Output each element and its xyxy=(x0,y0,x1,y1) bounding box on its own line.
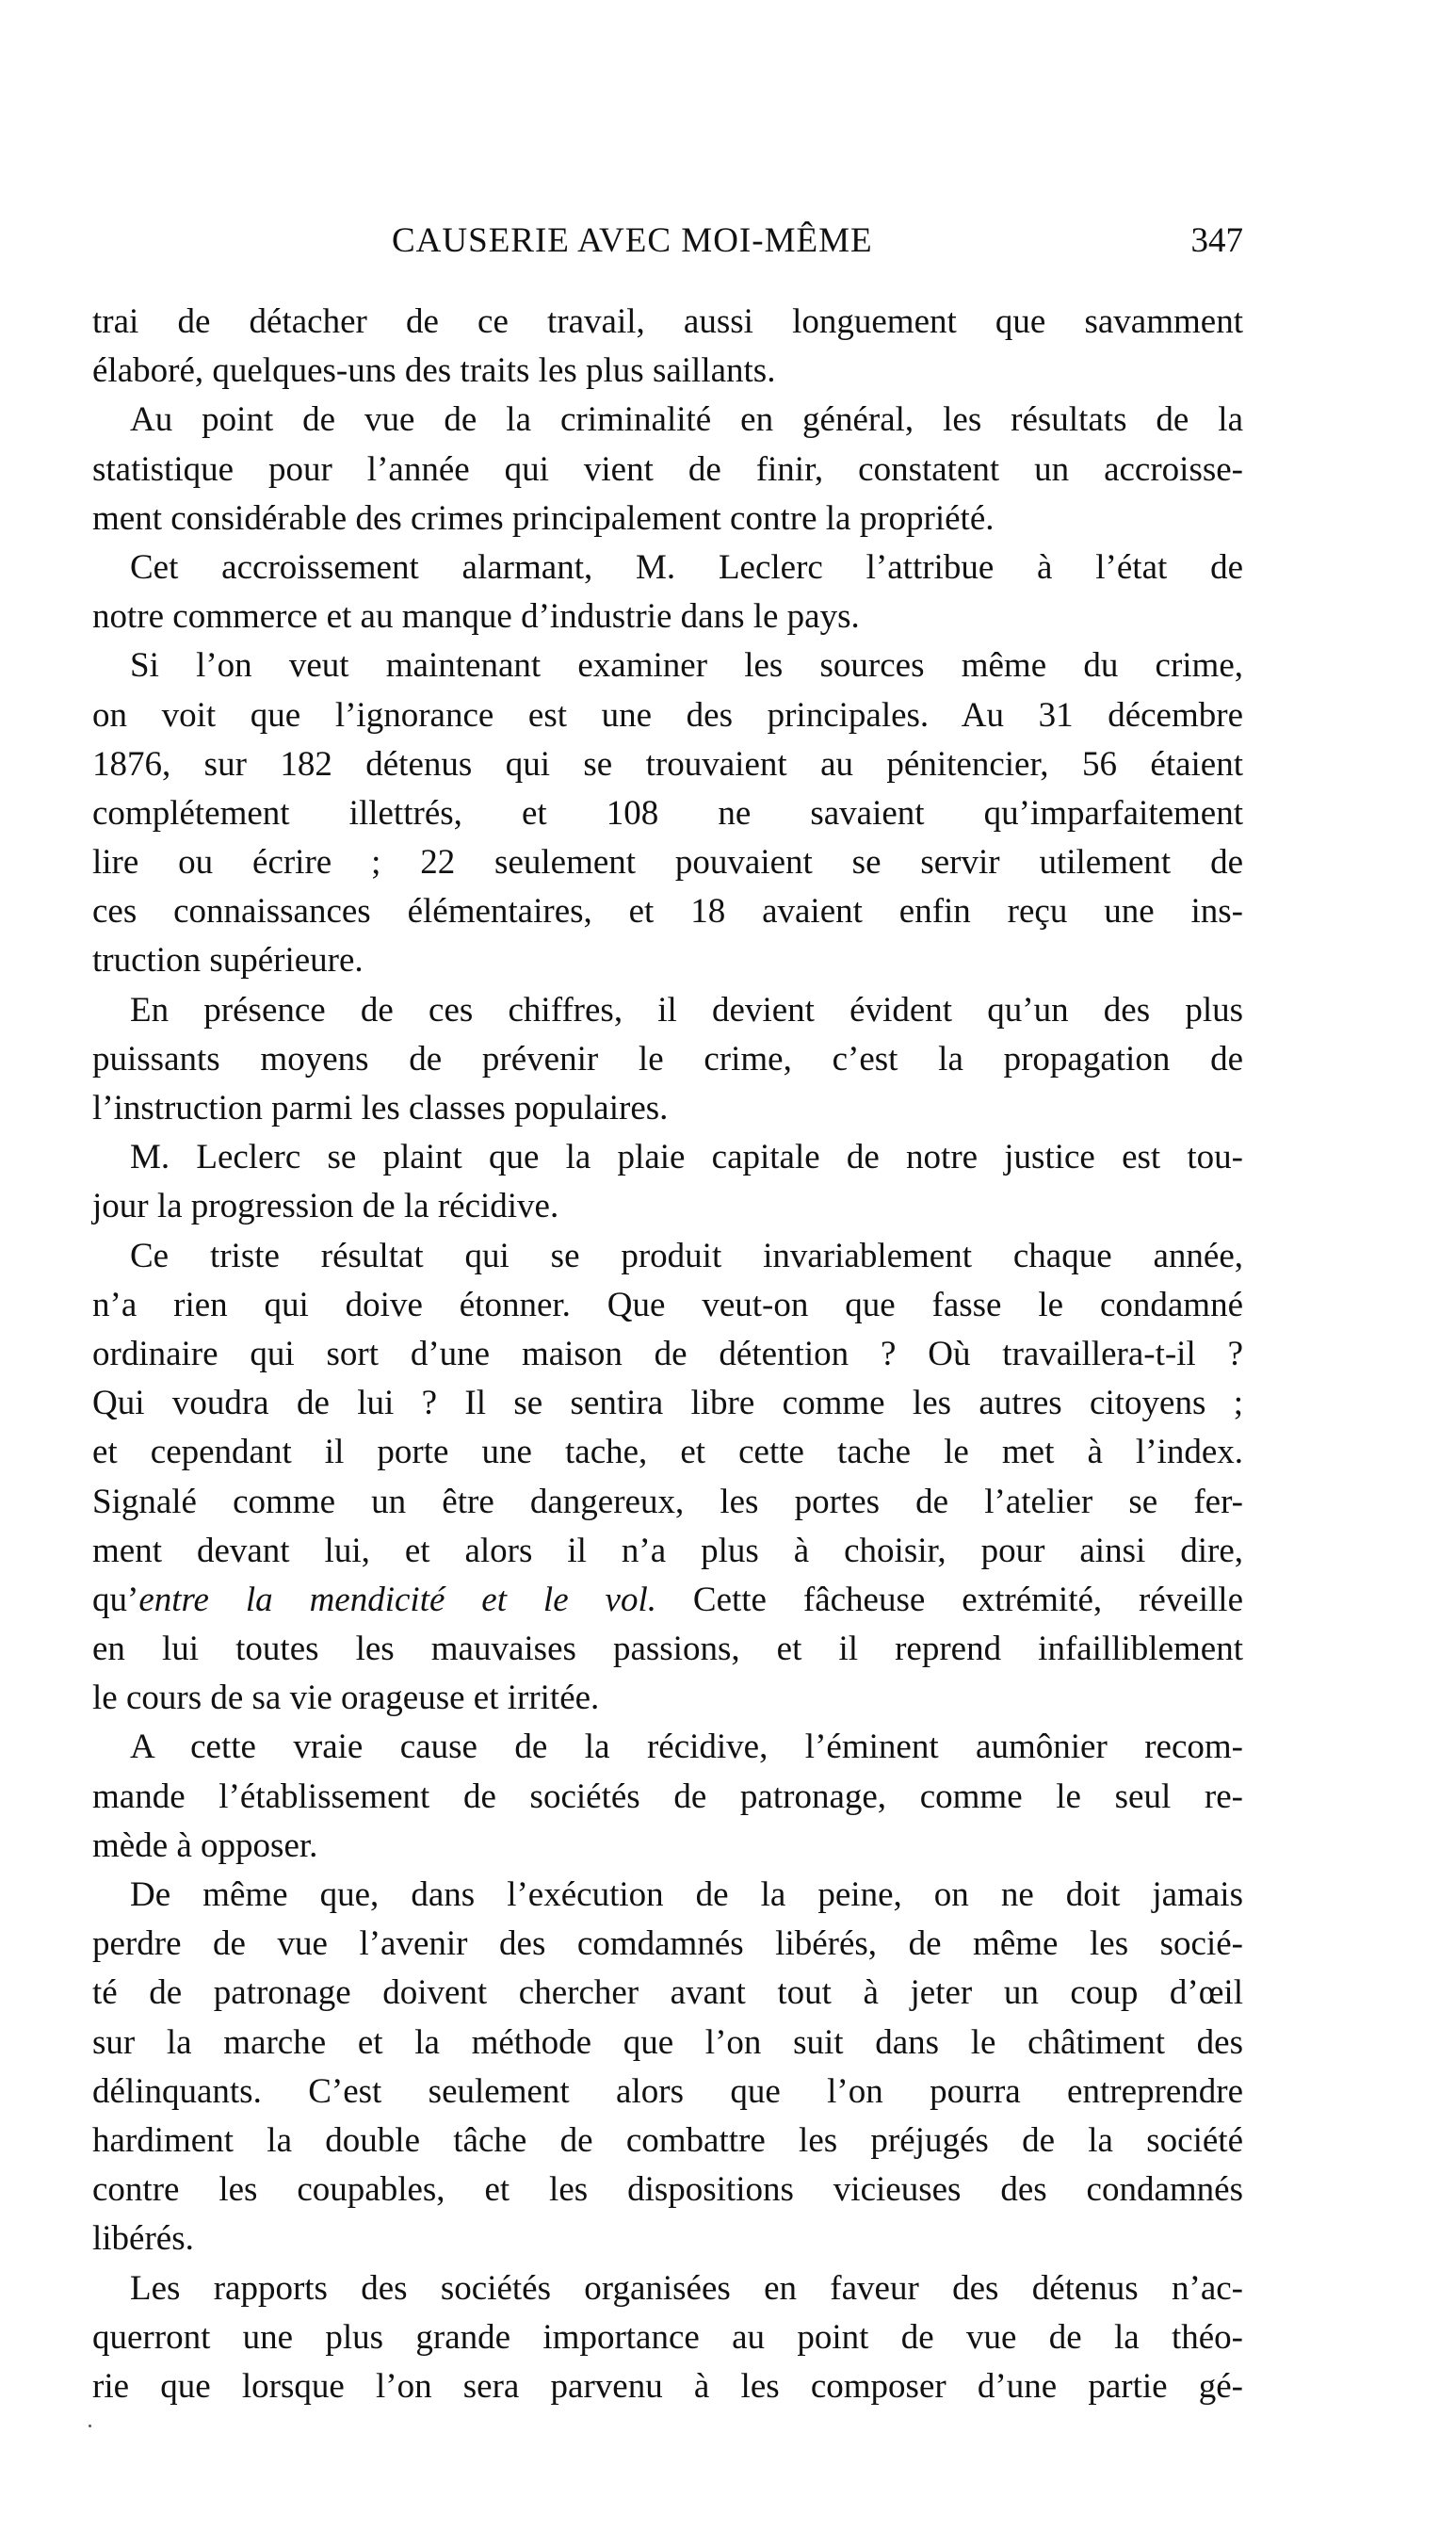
text-line: Signalé comme un être dangereux, les portes de l’atelier se fer- xyxy=(92,1482,1243,1521)
text-line: ment devant lui, et alors il n’a plus à choisir, pour ainsi dire, xyxy=(92,1531,1243,1570)
text-line: Qui voudra de lui ? Il se sentira libre comme les autres citoyens ; xyxy=(92,1384,1243,1423)
text-run: qu’ xyxy=(92,1580,139,1619)
text-line: ment considérable des crimes principalement contre la propriété. xyxy=(92,498,995,538)
text-line: contre les coupables, et les dispositions vicieuses des condamnés xyxy=(92,2170,1243,2210)
paragraph-first-line: Au point de vue de la criminalité en général, les résultats de la xyxy=(130,400,1243,440)
paragraph-first-line: Les rapports des sociétés organisées en faveur des détenus n’ac- xyxy=(130,2268,1243,2308)
text-line: délinquants. C’est seulement alors que l’on pourra entreprendre xyxy=(92,2071,1243,2111)
text-line: ces connaissances élémentaires, et 18 avaient enfin reçu une ins- xyxy=(92,892,1243,932)
text-line: mède à opposer. xyxy=(92,1825,318,1865)
print-speck xyxy=(89,2425,91,2427)
italic-phrase: entre la mendicité et le vol. xyxy=(138,1580,656,1619)
paragraph-first-line: Si l’on veut maintenant examiner les sources même du crime, xyxy=(130,646,1243,686)
text-line: sur la marche et la méthode que l’on suit dans le châtiment des xyxy=(92,2022,1243,2062)
paragraph-first-line: Ce triste résultat qui se produit invariablement chaque année, xyxy=(130,1236,1243,1275)
paragraph-first-line: Cet accroissement alarmant, M. Leclerc l’attribue à l’état de xyxy=(130,547,1243,587)
text-line: notre commerce et au manque d’industrie dans le pays. xyxy=(92,597,860,637)
paragraph-first-line: M. Leclerc se plaint que la plaie capitale de notre justice est tou- xyxy=(130,1138,1243,1177)
text-line: le cours de sa vie orageuse et irritée. xyxy=(92,1679,600,1718)
text-line: hardiment la double tâche de combattre les préjugés de la société xyxy=(92,2120,1243,2160)
text-line: jour la progression de la récidive. xyxy=(92,1187,559,1226)
text-line: truction supérieure. xyxy=(92,941,364,981)
paragraph-first-line: A cette vraie cause de la récidive, l’éminent aumônier recom- xyxy=(130,1728,1243,1767)
text-line: libérés. xyxy=(92,2219,194,2259)
running-title: CAUSERIE AVEC MOI-MÊME xyxy=(392,221,873,260)
text-line: ordinaire qui sort d’une maison de détention ? Où travaillera-t-il ? xyxy=(92,1334,1243,1373)
text-line-with-italic xyxy=(92,1576,1243,1625)
text-line: l’instruction parmi les classes populaires. xyxy=(92,1089,669,1127)
text-line: élaboré, quelques-uns des traits les plus saillants. xyxy=(92,351,776,391)
paragraph-first-line: De même que, dans l’exécution de la peine, on ne doit jamais xyxy=(130,1875,1243,1914)
text-line: rie que lorsque l’on sera parvenu à les composer d’une partie gé- xyxy=(92,2366,1243,2406)
text-line: statistique pour l’année qui vient de finir, constatent un accroisse- xyxy=(92,449,1243,489)
text-line: puissants moyens de prévenir le crime, c’est la propagation de xyxy=(92,1039,1243,1079)
text-line: n’a rien qui doive étonner. Que veut-on que fasse le condamné xyxy=(92,1285,1243,1324)
paragraph-first-line: En présence de ces chiffres, il devient évident qu’un des plus xyxy=(130,990,1243,1030)
running-head xyxy=(92,220,1243,277)
text-line: on voit que l’ignorance est une des principales. Au 31 décembre xyxy=(92,695,1243,735)
text-line: lire ou écrire ; 22 seulement pouvaient se servir utilement de xyxy=(92,843,1243,883)
body-text xyxy=(92,298,1243,2411)
text-line: et cependant il porte une tache, et cette tache le met à l’index. xyxy=(92,1433,1243,1472)
text-line: en lui toutes les mauvaises passions, et il reprend infailliblement xyxy=(92,1630,1243,1669)
text-run: Cette fâcheuse extrémité, réveille xyxy=(655,1580,1243,1619)
text-line: 1876, sur 182 détenus qui se trouvaient au pénitencier, 56 étaient xyxy=(92,744,1243,784)
text-line: querront une plus grande importance au point de vue de la théo- xyxy=(92,2317,1243,2357)
text-line: complétement illettrés, et 108 ne savaient qu’imparfaitement xyxy=(92,793,1243,833)
text-line: perdre de vue l’avenir des comdamnés libérés, de même les socié- xyxy=(92,1924,1243,1964)
text-line: mande l’établissement de sociétés de patronage, comme le seul re- xyxy=(92,1776,1243,1816)
text-line: té de patronage doivent chercher avant tout à jeter un coup d’œil xyxy=(92,1973,1243,2013)
page-number: 347 xyxy=(1190,221,1243,260)
text-line: trai de détacher de ce travail, aussi longuement que savamment xyxy=(92,302,1243,341)
